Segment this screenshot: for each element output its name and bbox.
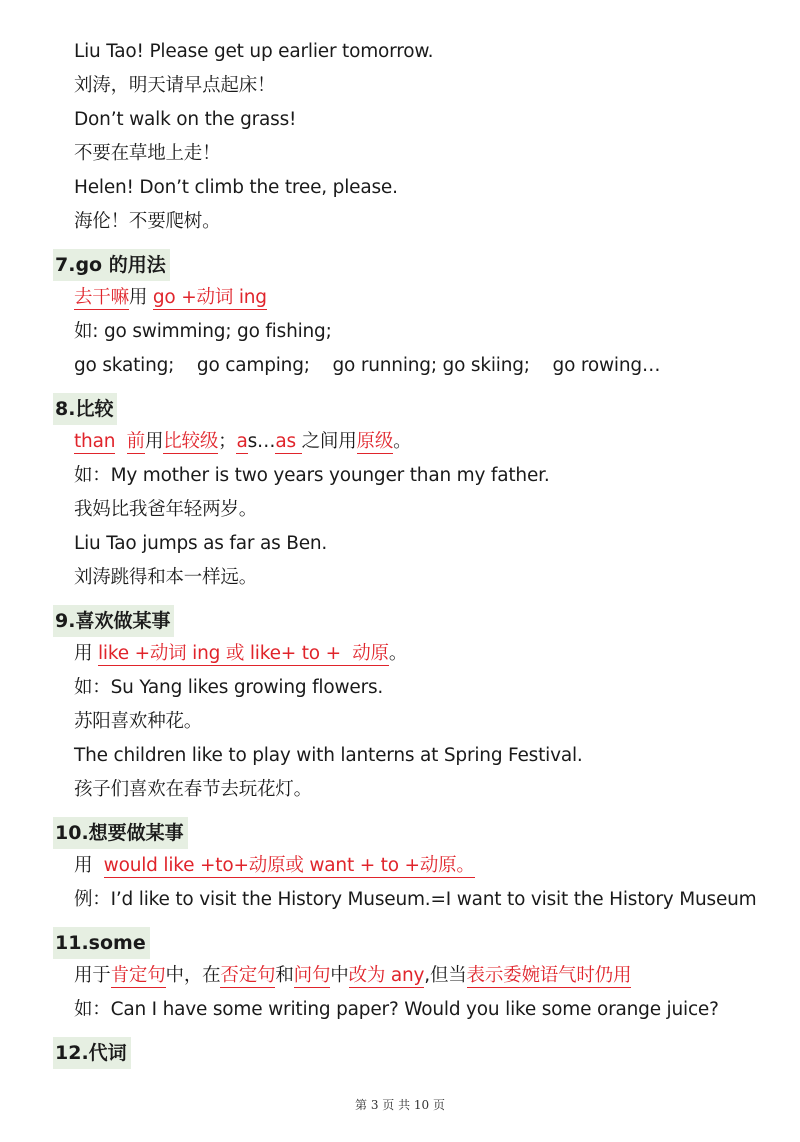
- text-segment: 例：I’d like to visit the History Museum.=I want to visit the History Museum: [74, 889, 757, 910]
- text-segment: ,但当: [424, 965, 467, 986]
- text-line: [0, 849, 800, 883]
- text-line: [0, 281, 800, 315]
- text-segment: 用: [144, 431, 164, 452]
- section-heading-wrapper: [0, 239, 800, 281]
- text-segment: Don’t walk on the grass!: [74, 109, 297, 130]
- text-segment: 如：My mother is two years younger than my father.: [74, 465, 550, 486]
- highlighted-text: 表示委婉语气时仍用: [466, 965, 632, 986]
- text-segment: [115, 431, 126, 452]
- text-segment: 不要在草地上走！: [74, 143, 221, 164]
- section-heading: 12.代词: [53, 1037, 131, 1069]
- text-segment: 孩子们喜欢在春节去玩花灯。: [74, 779, 312, 800]
- highlighted-text: 去干嘛: [74, 287, 129, 308]
- text-segment: 中: [330, 965, 349, 986]
- text-segment: ；: [218, 431, 237, 452]
- text-line: [0, 171, 800, 205]
- text-segment: 如：Su Yang likes growing flowers.: [74, 677, 384, 698]
- text-segment: 苏阳喜欢种花。: [74, 711, 203, 732]
- highlighted-text: 原级: [356, 431, 394, 452]
- text-segment: Liu Tao jumps as far as Ben.: [74, 533, 328, 554]
- section-heading: 8.比较: [53, 393, 117, 425]
- highlighted-text: 肯定句: [110, 965, 166, 986]
- text-line: [0, 705, 800, 739]
- text-line: [0, 637, 800, 671]
- text-segment: 用于: [74, 965, 111, 986]
- highlighted-text: would like +to+动原或 want + to +动原。: [103, 855, 475, 876]
- highlighted-text: 比较级: [163, 431, 219, 452]
- text-segment: 用: [128, 287, 153, 308]
- text-line: [0, 205, 800, 239]
- section-heading-wrapper: [0, 917, 800, 959]
- text-line: [0, 959, 800, 993]
- text-line: [0, 69, 800, 103]
- text-segment: 用: [74, 643, 98, 664]
- text-segment: 海伦！不要爬树。: [74, 211, 221, 232]
- highlighted-text: 前: [126, 431, 145, 452]
- text-segment: 用: [74, 855, 104, 876]
- highlighted-text: 改为 any: [348, 965, 425, 986]
- section-heading: 10.想要做某事: [53, 817, 188, 849]
- text-segment: Liu Tao! Please get up earlier tomorrow.: [74, 41, 434, 62]
- text-line: [0, 493, 800, 527]
- highlighted-text: as: [275, 431, 302, 452]
- section-heading: 11.some: [53, 927, 150, 959]
- highlighted-text: 问句: [293, 965, 331, 986]
- text-segment: 中，在: [165, 965, 221, 986]
- text-segment: 我妈比我爸年轻两岁。: [74, 499, 258, 520]
- text-segment: Helen! Don’t climb the tree, please.: [74, 177, 398, 198]
- text-line: [0, 137, 800, 171]
- text-line: [0, 315, 800, 349]
- text-segment: 如: go swimming; go fishing;: [74, 321, 332, 342]
- highlighted-text: a: [236, 431, 248, 452]
- highlighted-text: go +动词 ing: [152, 287, 267, 308]
- text-line: [0, 739, 800, 773]
- section-heading: 7.go 的用法: [53, 249, 170, 281]
- text-segment: 刘涛，明天请早点起床！: [74, 75, 276, 96]
- highlighted-text: than: [74, 431, 116, 452]
- text-line: [0, 425, 800, 459]
- text-line: [0, 459, 800, 493]
- document-body: [0, 35, 800, 1069]
- text-line: [0, 561, 800, 595]
- section-heading-wrapper: [0, 807, 800, 849]
- text-segment: 之间用: [301, 431, 357, 452]
- text-segment: 。: [388, 643, 408, 664]
- text-line: [0, 671, 800, 705]
- text-segment: 如：Can I have some writing paper? Would you like some orange juice?: [74, 999, 719, 1020]
- text-line: [0, 993, 800, 1027]
- text-segment: 。: [393, 431, 412, 452]
- highlighted-text: like +动词 ing 或 like+ to + 动原: [97, 643, 389, 664]
- text-line: [0, 103, 800, 137]
- section-heading-wrapper: [0, 595, 800, 637]
- section-heading-wrapper: [0, 1027, 800, 1069]
- highlighted-text: 否定句: [220, 965, 276, 986]
- text-line: [0, 349, 800, 383]
- text-line: [0, 35, 800, 69]
- text-segment: 和: [275, 965, 294, 986]
- text-line: [0, 773, 800, 807]
- text-segment: 刘涛跳得和本一样远。: [74, 567, 258, 588]
- text-line: [0, 883, 800, 917]
- text-segment: s…: [247, 431, 276, 452]
- page-footer: 第 3 页 共 10 页: [355, 1098, 445, 1112]
- text-line: [0, 527, 800, 561]
- text-segment: The children like to play with lanterns at Spring Festival.: [74, 745, 583, 766]
- section-heading-wrapper: [0, 383, 800, 425]
- text-segment: go skating; go camping; go running; go skiing; go rowing…: [74, 355, 661, 376]
- section-heading: 9.喜欢做某事: [53, 605, 174, 637]
